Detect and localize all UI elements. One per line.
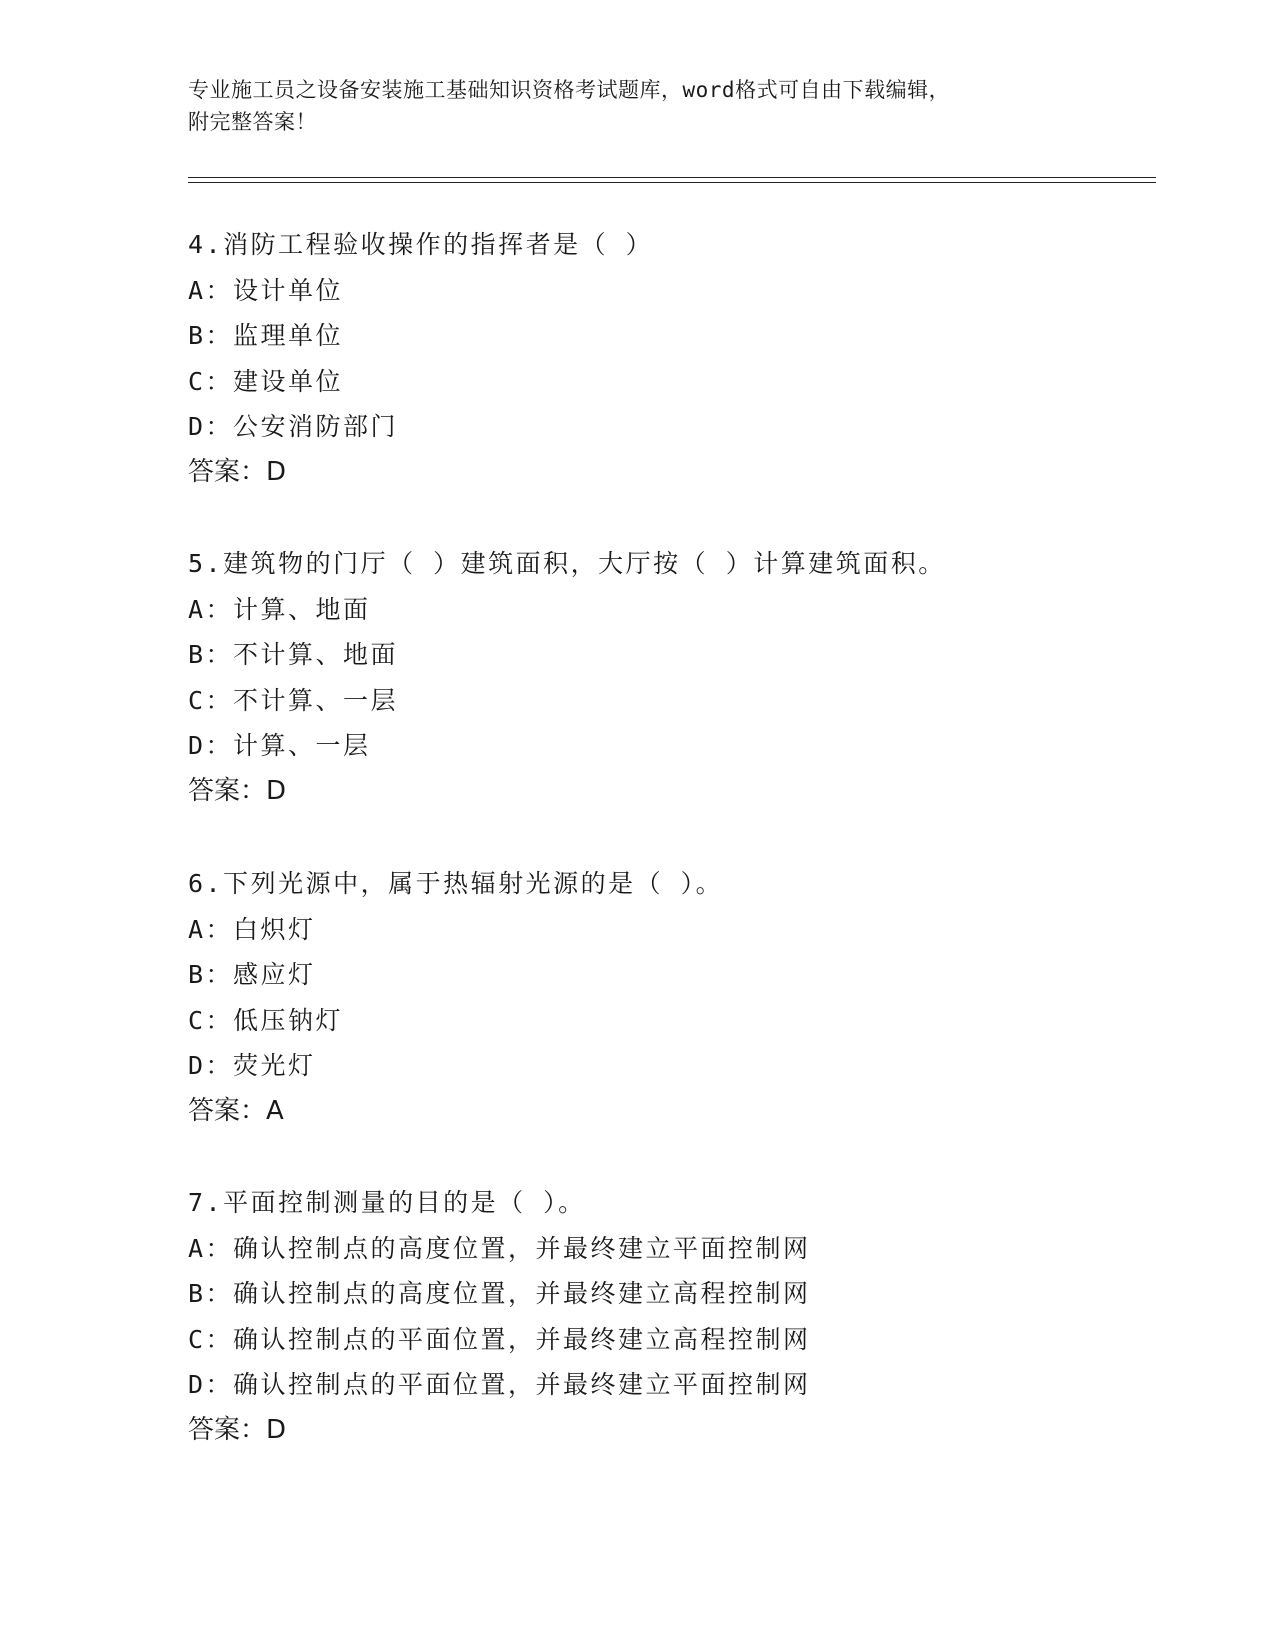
- option-b: B：监理单位: [188, 321, 344, 350]
- option-b: B：不计算、地面: [188, 640, 399, 669]
- option-d: D：计算、一层: [188, 731, 371, 760]
- question-title: 7.平面控制测量的目的是（ ）。: [188, 1188, 586, 1217]
- option-d: D：公安消防部门: [188, 412, 399, 441]
- option-b: B：确认控制点的高度位置，并最终建立高程控制网: [188, 1279, 811, 1308]
- question-5: [188, 541, 1168, 814]
- question-6: [188, 861, 1168, 1134]
- document-header-text: 专业施工员之设备安装施工基础知识资格考试题库，word格式可自由下载编辑， 附完整答案！: [188, 78, 951, 134]
- option-a: A：设计单位: [188, 275, 344, 305]
- question-title: 5.建筑物的门厅（ ）建筑面积，大厅按（ ）计算建筑面积。: [188, 549, 946, 578]
- answer-label: 答案：D: [188, 775, 287, 806]
- option-c: C：建设单位: [188, 366, 344, 396]
- option-c: C：不计算、一层: [188, 685, 399, 715]
- option-a: A：确认控制点的高度位置，并最终建立平面控制网: [188, 1233, 811, 1263]
- option-b: B：感应灯: [188, 960, 316, 989]
- question-4: [188, 222, 1168, 495]
- question-7: [188, 1180, 1168, 1453]
- question-title: 4.消防工程验收操作的指挥者是（ ）: [188, 230, 654, 259]
- option-c: C：低压钠灯: [188, 1005, 344, 1035]
- header-divider-top: [188, 177, 1156, 178]
- answer-label: 答案：D: [188, 456, 287, 487]
- answer-label: 答案：D: [188, 1414, 287, 1445]
- option-a: A：白炽灯: [188, 914, 316, 944]
- answer-label: 答案：A: [188, 1095, 284, 1126]
- option-d: D：确认控制点的平面位置，并最终建立平面控制网: [188, 1370, 811, 1399]
- question-title: 6.下列光源中，属于热辐射光源的是（ ）。: [188, 869, 724, 898]
- option-c: C：确认控制点的平面位置，并最终建立高程控制网: [188, 1324, 811, 1354]
- option-d: D：荧光灯: [188, 1051, 316, 1080]
- option-a: A：计算、地面: [188, 594, 371, 624]
- header-divider-bottom: [188, 182, 1156, 183]
